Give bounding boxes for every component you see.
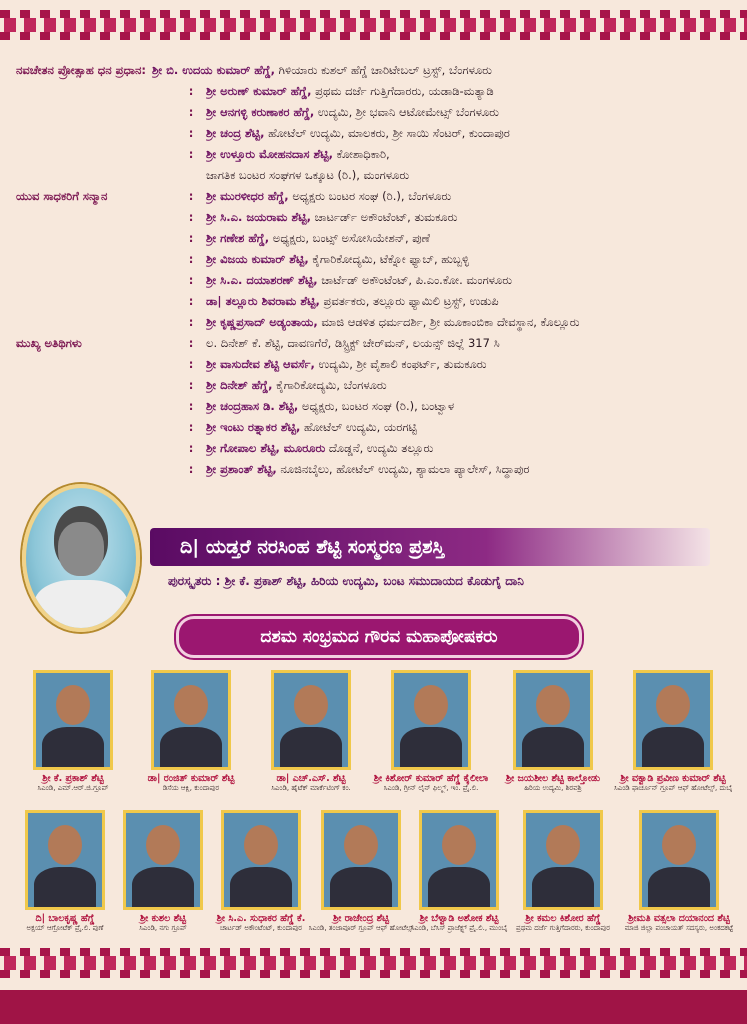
patron-card xyxy=(372,670,490,793)
row-entry xyxy=(206,375,387,396)
patron-description: ಸಿಎಂಡಿ, ಬೆಸಿಸ್ ಪ್ರಾಜೆಕ್ಟ್ಸ್ ಪ್ರೈ.ಲಿ., ಮುಂಬೈ xyxy=(410,924,508,932)
patron-name: ಶ್ರೀ ಕುಶಲ ಶೆಟ್ಟಿ xyxy=(139,913,187,924)
row-entry xyxy=(206,207,457,228)
patrons-heading xyxy=(176,616,582,658)
row-colon: : xyxy=(188,315,194,329)
row-description: ಅಧ್ಯಕ್ಷರು ಬಂಟರ ಸಂಘ (ರಿ.), ಬೆಂಗಳೂರು xyxy=(288,189,452,203)
row-description: ಲ. ದಿನೇಶ್ ಕೆ. ಶೆಟ್ಟಿ, ದಾವಣಗೆರೆ, ಡಿಸ್ಟ್ರಿಕ್ಟ್ ಚೇರ್‌ಮನ್, ಲಯನ್ಸ್ ಜಿಲ್ಲೆ 317 ಸಿ xyxy=(206,336,500,350)
row-description: ಗಿಳಿಯಾರು ಕುಶಲ್ ಹೆಗ್ಡೆ ಚಾರಿಟೇಬಲ್ ಟ್ರಸ್ಟ್, ಬೆಂಗಳೂರು xyxy=(275,63,492,77)
patron-description: ಅಕ್ಷಯ್ ಆಗ್ರೋಟೆಕ್ ಪ್ರೈ.ಲಿ. ಪುಣೆ xyxy=(26,924,104,932)
row-name: ಶ್ರೀ ದಿನೇಶ್ ಹೆಗ್ಡೆ, xyxy=(206,378,273,392)
row-description: ಚಾರ್ಟೆಡ್ ಅಕೌಂಟೆಂಟ್, ಪಿ.ಎಂ.ಕೋ. ಮಂಗಳೂರು xyxy=(317,273,512,287)
row-entry xyxy=(206,81,494,102)
row-category: ಮುಖ್ಯ ಅತಿಥಿಗಳು xyxy=(16,336,82,350)
list-row xyxy=(16,438,736,459)
row-name: ಶ್ರೀ ಚಂದ್ರ ಶೆಟ್ಟಿ, xyxy=(206,126,265,140)
portrait-face xyxy=(58,522,104,576)
list-row xyxy=(16,354,736,375)
row-entry xyxy=(206,438,433,459)
row-entry xyxy=(206,312,580,333)
patron-name: ಶ್ರೀ ಕಮಲ ಕಿಶೋರ ಹೆಗ್ಡೆ xyxy=(525,913,601,924)
row-entry xyxy=(206,396,454,417)
list-row xyxy=(16,207,736,228)
list-row xyxy=(16,249,736,270)
row-name: ಶ್ರೀ ಮುರಳೀಧರ ಹೆಗ್ಡೆ, xyxy=(206,189,289,203)
row-category: ಯುವ ಸಾಧಕರಿಗೆ ಸನ್ಮಾನ xyxy=(16,189,108,203)
patron-card xyxy=(10,810,120,933)
row-colon: : xyxy=(188,273,194,287)
memorial-portrait xyxy=(22,484,140,632)
list-row xyxy=(16,228,736,249)
row-entry xyxy=(152,60,492,81)
patron-card xyxy=(494,670,612,793)
row-description: ಹೋಟೆಲ್ ಉದ್ಯಮಿ, ಮಾಲಕರು, ಶ್ರೀ ಸಾಯಿ ಸೆಂಟರ್, ಕುಂದಾಪುರ xyxy=(264,126,510,140)
list-row xyxy=(16,375,736,396)
row-name: ಶ್ರೀ ಆನಗಳ್ಳಿ ಕರುಣಾಕರ ಹೆಗ್ಡೆ, xyxy=(206,105,315,119)
patron-card xyxy=(132,670,250,793)
row-colon: : xyxy=(188,378,194,392)
patron-description: ಮಾಜಿ ಜಿಲ್ಲಾ ಪಂಚಾಯತ್ ಸದಸ್ಯರು, ಅಂಕದಕಟ್ಟೆ xyxy=(624,924,734,932)
patron-description: ಸಿಎಂಡಿ, ಗ್ರೀನ್ ಲೈನ್ ಫಿಲ್ಮ್ಸ್, ಇಂ. ಪ್ರೈ.ಲಿ. xyxy=(383,784,479,792)
row-name: ಶ್ರೀ ಗೋಪಾಲ ಶೆಟ್ಟಿ, ಮೂರೂರು xyxy=(206,441,326,455)
row-category: ನವಚೇತನ ಪ್ರೋತ್ಸಾಹ ಧನ ಪ್ರಧಾನ: xyxy=(16,63,146,77)
row-entry xyxy=(206,102,499,123)
list-row xyxy=(16,417,736,438)
row-colon: : xyxy=(188,420,194,434)
row-name: ಶ್ರೀ ಗಣೇಶ ಹೆಗ್ಡೆ, xyxy=(206,231,270,245)
patron-card xyxy=(404,810,514,933)
patron-description: ಚಾರ್ಟಡ್ ಅಕೌಂಟೆಂಟ್, ಕುಂದಾಪುರ xyxy=(219,924,302,932)
patron-photo xyxy=(221,810,301,910)
row-colon: : xyxy=(188,294,194,308)
row-colon: : xyxy=(188,252,194,266)
guest-list xyxy=(16,60,736,480)
row-name: ಶ್ರೀ ವಾಸುದೇವ ಶೆಟ್ಟಿ ಆವರ್ಸೆ, xyxy=(206,357,315,371)
patron-card xyxy=(252,670,370,793)
row-name: ಶ್ರೀ ಕೃಷ್ಣಪ್ರಸಾದ್ ಅಡ್ಯಂತಾಯ, xyxy=(206,315,318,329)
patron-photo xyxy=(25,810,105,910)
patron-card xyxy=(508,810,618,933)
row-colon: : xyxy=(188,105,194,119)
award-banner xyxy=(150,528,710,566)
award-recipient: ಪುರಸ್ಕೃತರು : ಶ್ರೀ ಕೆ. ಪ್ರಕಾಶ್ ಶೆಟ್ಟಿ, ಹಿರಿಯ ಉದ್ಯಮಿ, ಬಂಟ ಸಮುದಾಯದ ಕೊಡುಗೈ ದಾನಿ xyxy=(168,574,524,588)
row-description: ಅಧ್ಯಕ್ಷರು, ಬಂಟರ ಸಂಘ (ರಿ.), ಬಂಟ್ವಾಳ xyxy=(298,399,455,413)
row-colon: : xyxy=(188,399,194,413)
patron-photo xyxy=(633,670,713,770)
list-row xyxy=(16,270,736,291)
row-entry xyxy=(206,249,469,270)
row-colon: : xyxy=(188,231,194,245)
patron-name: ದಿ| ಬಾಲಕೃಷ್ಣ ಹೆಗ್ಡೆ xyxy=(35,913,95,924)
row-description: ಉದ್ಯಮಿ, ಶ್ರೀ ವೈಶಾಲಿ ಕಂಫರ್ಟ್, ತುಮಕೂರು xyxy=(314,357,487,371)
list-row xyxy=(16,102,736,123)
row-name: ಶ್ರೀ ಬಿ. ಉದಯ ಕುಮಾರ್ ಹೆಗ್ಡೆ, xyxy=(151,63,276,77)
list-row xyxy=(16,60,736,81)
patron-description: ಸಿಎಂಡಿ, ಎಮ್.ಆರ್.ಜಿ.ಗ್ರೂಪ್ xyxy=(37,784,109,792)
row-entry xyxy=(206,354,487,375)
list-row xyxy=(16,186,736,207)
row-entry xyxy=(206,270,512,291)
row-entry xyxy=(206,228,430,249)
row-description: ಕೈಗಾರಿಕೋದ್ಯಮಿ, ಟೆಕ್ನೋ ಫ್ಯಾಬ್, ಹುಬ್ಬಳ್ಳಿ xyxy=(308,252,469,266)
patron-card xyxy=(306,810,416,933)
patron-card xyxy=(206,810,316,933)
patron-name: ಡಾ| ರಂಜಿತ್ ಕುಮಾರ್ ಶೆಟ್ಟಿ xyxy=(147,773,235,784)
list-row xyxy=(16,459,736,480)
list-row xyxy=(16,81,736,102)
patrons-title: ದಶಮ ಸಂಭ್ರಮದ ಗೌರವ ಮಹಾಪೋಷಕರು xyxy=(260,627,498,647)
patron-description: ಸಿಎಂಡಿ ಫಾರ್ಚೂನ್ ಗ್ರೂಪ್ ಆಫ್ ಹೋಟೆಲ್ಸ್, ದುಬೈ xyxy=(614,784,732,792)
row-description: ಮಾಜಿ ಆಡಳಿತ ಧರ್ಮದರ್ಶಿ, ಶ್ರೀ ಮೂಕಾಂಬಿಕಾ ದೇವಸ್ಥಾನ, ಕೊಲ್ಲೂರು xyxy=(317,315,580,329)
patron-name: ಶ್ರೀ ಜಯಶೀಲ ಶೆಟ್ಟಿ ಕಾಲ್ತೋಡು xyxy=(505,773,601,784)
row-name: ಶ್ರೀ ಉಳ್ತೂರು ಮೋಹನದಾಸ ಶೆಟ್ಟಿ, xyxy=(206,147,333,161)
patron-name: ಶ್ರೀಮತಿ ವತ್ಸಲಾ ದಯಾನಂದ ಶೆಟ್ಟಿ xyxy=(628,913,730,924)
row-entry xyxy=(206,186,451,207)
list-row xyxy=(16,144,736,165)
row-colon: : xyxy=(188,126,194,140)
patron-description: ಡಿಸೆಯ ಆಕ್ಷಿ, ಕುಂದಾಪುರ xyxy=(162,784,220,792)
patron-photo xyxy=(151,670,231,770)
row-entry xyxy=(206,417,417,438)
row-colon: : xyxy=(188,462,194,476)
row-entry xyxy=(206,144,390,165)
row-description: ದೊಡ್ಡನೆ, ಉದ್ಯಮಿ ತಲ್ಲೂರು xyxy=(325,441,434,455)
row-colon: : xyxy=(188,147,194,161)
row-name: ಶ್ರೀ ಇಂಟು ರತ್ನಾಕರ ಶೆಟ್ಟಿ, xyxy=(206,420,301,434)
list-row xyxy=(16,291,736,312)
row-description: ನೂಜಿನಬೈಲು, ಹೋಟೆಲ್ ಉದ್ಯಮಿ, ಶ್ಯಾಮಲಾ ಪ್ಯಾಲೇಸ್, ಸಿದ್ಧಾಪುರ xyxy=(276,462,530,476)
patron-photo xyxy=(33,670,113,770)
row-name: ಶ್ರೀ ಚಂದ್ರಹಾಸ ಡಿ. ಶೆಟ್ಟಿ, xyxy=(206,399,299,413)
patron-card xyxy=(108,810,218,933)
patron-photo xyxy=(391,670,471,770)
patron-photo xyxy=(321,810,401,910)
row-name: ಡಾ| ತಲ್ಲೂರು ಶಿವರಾಮ ಶೆಟ್ಟಿ, xyxy=(206,294,320,308)
list-row xyxy=(16,312,736,333)
patron-photo xyxy=(419,810,499,910)
row-description: ಪ್ರಥಮ ದರ್ಜೆ ಗುತ್ತಿಗೆದಾರರು, ಯಡಾಡಿ-ಮತ್ಯಾಡಿ xyxy=(311,84,494,98)
row-colon: : xyxy=(188,84,194,98)
award-title: ದಿ| ಯಡ್ತರೆ ನರಸಿಂಹ ಶೆಟ್ಟಿ ಸಂಸ್ಮರಣ ಪ್ರಶಸ್ತಿ xyxy=(180,536,445,558)
row-description: ಚಾರ್ಟರ್ಡ್ ಅಕೌಂಟೆಂಟ್, ತುಮಕೂರು xyxy=(310,210,458,224)
patron-card xyxy=(14,670,132,793)
patron-photo xyxy=(271,670,351,770)
row-description: ಹೋಟೆಲ್ ಉದ್ಯಮಿ, ಯರಗಟ್ಟಿ xyxy=(300,420,417,434)
list-row xyxy=(16,123,736,144)
portrait-shirt xyxy=(34,580,128,632)
row-name: ಶ್ರೀ ಸಿ.ಎ. ಜಯರಾಮ ಶೆಟ್ಟಿ, xyxy=(206,210,311,224)
patron-card xyxy=(614,670,732,793)
patron-photo xyxy=(123,810,203,910)
row-description: ಪ್ರವರ್ತಕರು, ತಲ್ಲೂರು ಫ್ಯಾಮಿಲಿ ಟ್ರಸ್ಟ್, ಉಡುಪಿ xyxy=(319,294,499,308)
row-entry xyxy=(206,333,500,354)
row-colon: : xyxy=(188,210,194,224)
row-colon: : xyxy=(188,441,194,455)
row-name: ಶ್ರೀ ಅರುಣ್ ಕುಮಾರ್ ಹೆಗ್ಡೆ, xyxy=(206,84,312,98)
list-row xyxy=(16,333,736,354)
row-name: ಶ್ರೀ ವಿಜಯ ಕುಮಾರ್ ಶೆಟ್ಟಿ, xyxy=(206,252,309,266)
patron-description: ಪ್ರಥಮ ದರ್ಜೆ ಗುತ್ತಿಗೆದಾರರು, ಕುಂದಾಪುರ xyxy=(516,924,610,932)
row-entry xyxy=(206,165,409,186)
row-description: ಕೈಗಾರಿಕೋದ್ಯಮಿ, ಬೆಂಗಳೂರು xyxy=(272,378,387,392)
top-ornament-border xyxy=(0,10,747,40)
patron-photo xyxy=(639,810,719,910)
row-description: ಜಾಗತಿಕ ಬಂಟರ ಸಂಘಗಳ ಒಕ್ಕೂಟ (ರಿ.), ಮಂಗಳೂರು xyxy=(206,168,410,182)
patron-name: ಶ್ರೀ ಕೆ. ಪ್ರಕಾಶ್ ಶೆಟ್ಟಿ xyxy=(42,773,104,784)
patron-name: ಡಾ| ಎಚ್.ಎಸ್. ಶೆಟ್ಟಿ xyxy=(276,773,346,784)
row-entry xyxy=(206,123,510,144)
list-row xyxy=(16,396,736,417)
row-colon: : xyxy=(188,336,194,350)
patron-description: ಸಿಎಂಡಿ, ನಗು ಗ್ರೂಪ್ xyxy=(139,924,187,932)
row-description: ಕೋಶಾಧಿಕಾರಿ, xyxy=(333,147,390,161)
list-row xyxy=(16,165,736,186)
row-description: ಉದ್ಯಮಿ, ಶ್ರೀ ಭವಾನಿ ಆಟೋಮೇಟ್ಸ್ ಬೆಂಗಳೂರು xyxy=(314,105,499,119)
row-description: ಅಧ್ಯಕ್ಷರು, ಬಂಟ್ಸ್ ಅಸೋಸಿಯೇಶನ್, ಪುಣೆ xyxy=(269,231,430,245)
patron-description: ಹಿರಿಯ ಉದ್ಯಮಿ, ಶಿರವಶ್ರಿ xyxy=(524,784,582,792)
patron-name: ಶ್ರೀ ಸಿ.ಎ. ಸುಧಾಕರ ಹೆಗ್ಡೆ ಕೆ. xyxy=(216,913,306,924)
bottom-ornament-border xyxy=(0,948,747,978)
patron-name: ಶ್ರೀ ಬೆಳ್ವಾಡಿ ಅಶೋಕ ಶೆಟ್ಟಿ xyxy=(419,913,499,924)
patron-description: ಸಿಎಂಡಿ, ತಂಜಾವೂರ್ ಗ್ರೂಪ್ ಆಫ್ ಹೋಟೆಲ್ಸ್ xyxy=(308,924,414,932)
patron-card xyxy=(624,810,734,933)
patron-description: ಸಿಎಂಡಿ, ಹೈಟೆಕ್ ಮಾರ್ಕೆಟಿಂಗ್ ಕಂ. xyxy=(271,784,351,792)
row-colon: : xyxy=(188,189,194,203)
patron-photo xyxy=(523,810,603,910)
patron-name: ಶ್ರೀ ರಾಜೇಂದ್ರ ಶೆಟ್ಟಿ xyxy=(332,913,390,924)
row-name: ಶ್ರೀ ಪ್ರಶಾಂತ್ ಶೆಟ್ಟಿ, xyxy=(206,462,277,476)
row-entry xyxy=(206,459,529,480)
row-name: ಶ್ರೀ ಸಿ.ಎ. ದಯಾಶರಣ್ ಶೆಟ್ಟಿ, xyxy=(206,273,318,287)
row-colon: : xyxy=(188,357,194,371)
row-entry xyxy=(206,291,499,312)
patron-photo xyxy=(513,670,593,770)
footer-band xyxy=(0,990,747,1024)
patron-name: ಶ್ರೀ ವಕ್ವಾಡಿ ಪ್ರವೀಣ ಕುಮಾರ್ ಶೆಟ್ಟಿ xyxy=(620,773,726,784)
patron-name: ಶ್ರೀ ಕಿಶೋರ್ ಕುಮಾರ್ ಹೆಗ್ಡೆ ಕೈಲೀಲಾ xyxy=(373,773,489,784)
